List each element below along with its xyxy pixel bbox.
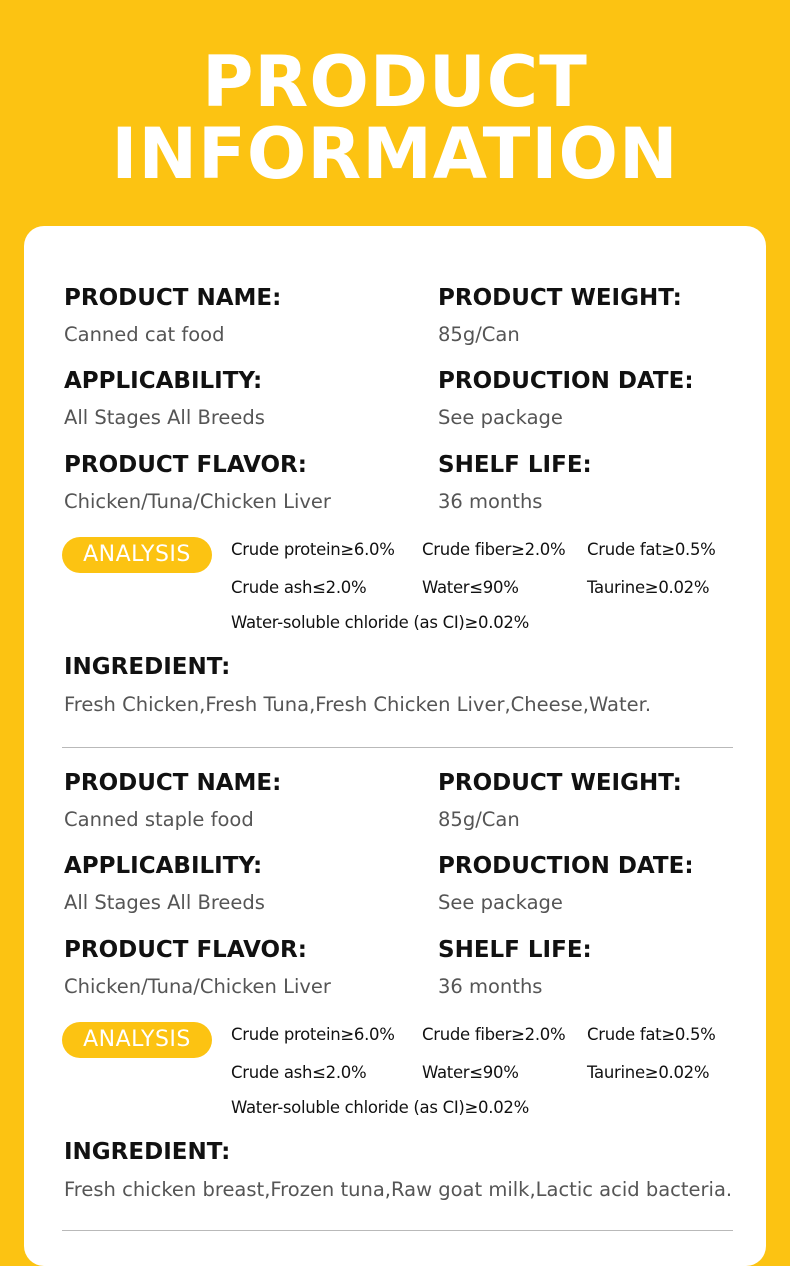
shelf-life-label: SHELF LIFE:	[438, 937, 592, 963]
shelf-life-label: SHELF LIFE:	[438, 452, 592, 478]
analysis-badge: ANALYSIS	[62, 1022, 212, 1058]
product-weight-label: PRODUCT WEIGHT:	[438, 285, 682, 311]
production-date-value: See package	[438, 406, 563, 429]
product-name-label: PRODUCT NAME:	[64, 770, 282, 796]
product-name-value: Canned cat food	[64, 323, 225, 346]
product-name-label: PRODUCT NAME:	[64, 285, 282, 311]
page-title-line2: INFORMATION	[111, 113, 679, 195]
analysis-item: Crude fat≥0.5%	[587, 1025, 716, 1044]
product-weight-label: PRODUCT WEIGHT:	[438, 770, 682, 796]
product-flavor-value: Chicken/Tuna/Chicken Liver	[64, 975, 331, 998]
product-flavor-label: PRODUCT FLAVOR:	[64, 452, 307, 478]
ingredient-value: Fresh chicken breast,Frozen tuna,Raw goat milk,Lactic acid bacteria.	[64, 1178, 733, 1201]
product-flavor-value: Chicken/Tuna/Chicken Liver	[64, 490, 331, 513]
applicability-label: APPLICABILITY:	[64, 368, 263, 394]
analysis-item: Crude fiber≥2.0%	[422, 1025, 566, 1044]
analysis-item: Crude ash≤2.0%	[231, 578, 367, 597]
analysis-item: Taurine≥0.02%	[587, 1063, 710, 1082]
product-section-1	[24, 226, 766, 716]
page-title	[0, 41, 790, 195]
applicability-label: APPLICABILITY:	[64, 853, 263, 879]
analysis-item: Water-soluble chloride (as CI)≥0.02%	[231, 1098, 529, 1117]
analysis-item: Crude fat≥0.5%	[587, 540, 716, 559]
section-divider	[62, 1230, 733, 1231]
analysis-item: Crude fiber≥2.0%	[422, 540, 566, 559]
analysis-item: Taurine≥0.02%	[587, 578, 710, 597]
analysis-item: Water≤90%	[422, 1063, 519, 1082]
production-date-label: PRODUCTION DATE:	[438, 853, 694, 879]
shelf-life-value: 36 months	[438, 975, 543, 998]
analysis-badge: ANALYSIS	[62, 537, 212, 573]
shelf-life-value: 36 months	[438, 490, 543, 513]
product-flavor-label: PRODUCT FLAVOR:	[64, 937, 307, 963]
analysis-item: Crude ash≤2.0%	[231, 1063, 367, 1082]
analysis-item: Water≤90%	[422, 578, 519, 597]
applicability-value: All Stages All Breeds	[64, 891, 265, 914]
analysis-item: Crude protein≥6.0%	[231, 540, 395, 559]
product-weight-value: 85g/Can	[438, 323, 520, 346]
applicability-value: All Stages All Breeds	[64, 406, 265, 429]
production-date-value: See package	[438, 891, 563, 914]
analysis-item: Water-soluble chloride (as CI)≥0.02%	[231, 613, 529, 632]
analysis-item: Crude protein≥6.0%	[231, 1025, 395, 1044]
production-date-label: PRODUCTION DATE:	[438, 368, 694, 394]
product-name-value: Canned staple food	[64, 808, 254, 831]
ingredient-label: INGREDIENT:	[64, 654, 231, 680]
ingredient-value: Fresh Chicken,Fresh Tuna,Fresh Chicken Liver,Cheese,Water.	[64, 693, 652, 716]
ingredient-label: INGREDIENT:	[64, 1139, 231, 1165]
info-card	[24, 226, 766, 1266]
page-title-line1: PRODUCT	[202, 41, 588, 123]
product-weight-value: 85g/Can	[438, 808, 520, 831]
product-section-2	[24, 711, 766, 1201]
